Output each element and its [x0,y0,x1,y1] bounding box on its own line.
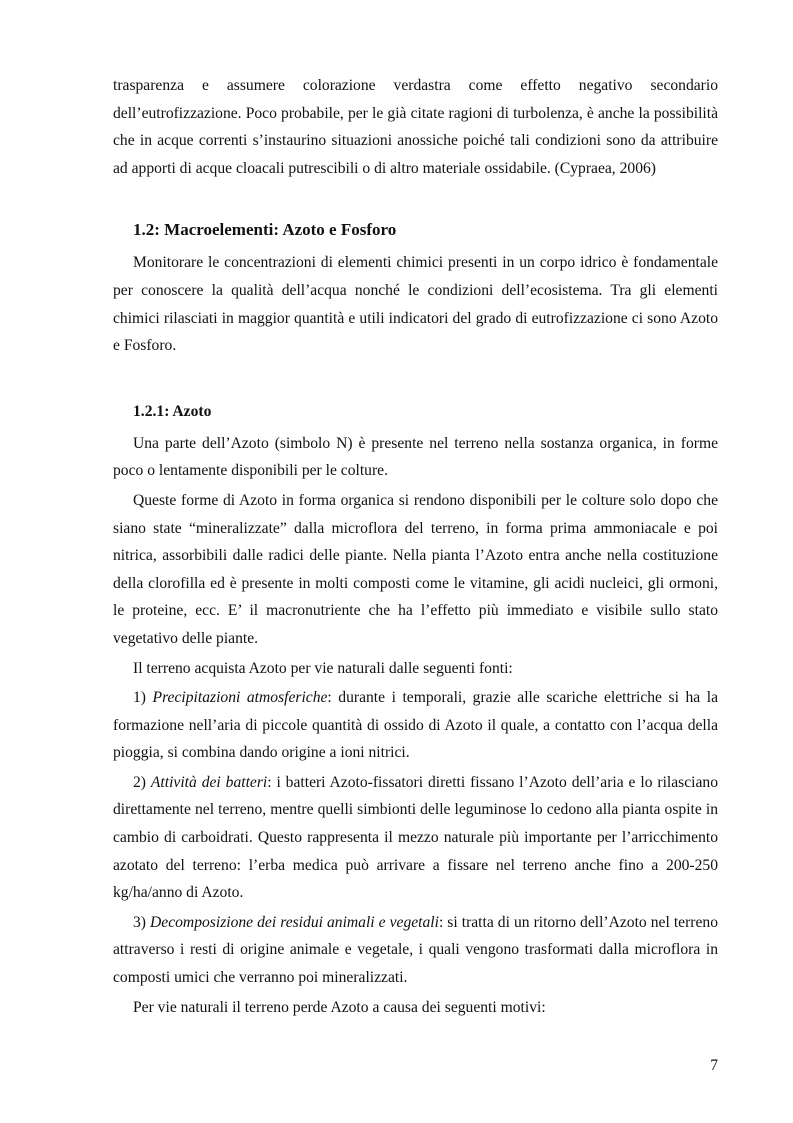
source-number: 2) [133,773,146,791]
section-heading: 1.2: Macroelementi: Azoto e Fosforo [133,220,397,240]
paragraph-azoto-1: Una parte dell’Azoto (simbolo N) è presente nel terreno nella sostanza organica, in forme poco o lentamente disponibili per le colture. [113,434,718,480]
source-item-2 [113,769,718,907]
page-body [113,72,718,1021]
paragraph-last: Per vie naturali il terreno perde Azoto a causa dei seguenti motivi: [133,998,546,1016]
paragraph-macroelements: Monitorare le concentrazioni di elementi chimici presenti in un corpo idrico è fondamentale per conoscere la qualità dell’acqua nonché le condizioni dell’ecosistema. Tra gli elementi chimici rilasciati in maggior quantità e utili indicatori del grado di eutrofizzazione ci sono Azoto e Fosforo. [113,254,718,355]
paragraph-azoto-3: Il terreno acquista Azoto per vie naturali dalle seguenti fonti: [133,659,513,677]
paragraph-intro: trasparenza e assumere colorazione verdastra come effetto negativo secondario dell’eutrofizzazione. Poco probabile, per le già citate ragioni di turbolenza, è anche la possibilità che in acque correnti s’instaurino situazioni anossiche poiché tali condizioni sono da attribuire ad apporti di acque cloacali putrescibili o di altro materiale ossidabile. (Cypraea, 2006) [113,77,718,177]
source-item-3 [113,909,718,992]
source-item-1 [113,684,718,767]
source-number: 1) [133,689,146,707]
source-title: Precipitazioni atmosferiche [152,689,328,707]
source-title: Decomposizione dei residui animali e vegetali [150,913,439,931]
subsection-heading: 1.2.1: Azoto [133,402,212,420]
source-text: : si tratta di un ritorno dell’Azoto nel terreno attraverso i resti di origine animale e vegetale, i quali vengono trasformati dalla microflora in composti umici che verranno poi mineralizzati. [113,913,718,987]
source-text: : i batteri Azoto-fissatori diretti fissano l’Azoto dell’aria e lo rilasciano direttamente nel terreno, mentre quelli simbionti delle leguminose lo cedono alla pianta ospite in cambio di carboidrati. Questo rappresenta il mezzo naturale più importante per l’arricchimento azotato del terreno: l’erba medica può arrivare a fissare nel terreno anche fino a 200-250 kg/ha/anno di Azoto. [113,773,718,902]
source-text: : durante i temporali, grazie alle scariche elettriche si ha la formazione nell’aria di piccole quantità di ossido di Azoto il quale, a contatto con l’acqua della pioggia, si combina dando origine a ioni nitrici. [113,689,718,762]
page-number: 7 [710,1057,718,1074]
paragraph-azoto-2: Queste forme di Azoto in forma organica si rendono disponibili per le colture solo dopo che siano state “mineralizzate” dalla microflora del terreno, in forma prima ammoniacale e poi nitrica, assorbibili dalle radici delle piante. Nella pianta l’Azoto entra anche nella costituzione della clorofilla ed è presente in molti composti come le vitamine, gli acidi nucleici, gli ormoni, le proteine, ecc. E’ il macronutriente che ha l’effetto più immediato e visibile sullo stato vegetativo delle piante. [113,491,718,647]
source-title: Attività dei batteri [150,773,268,791]
source-number: 3) [133,913,146,931]
